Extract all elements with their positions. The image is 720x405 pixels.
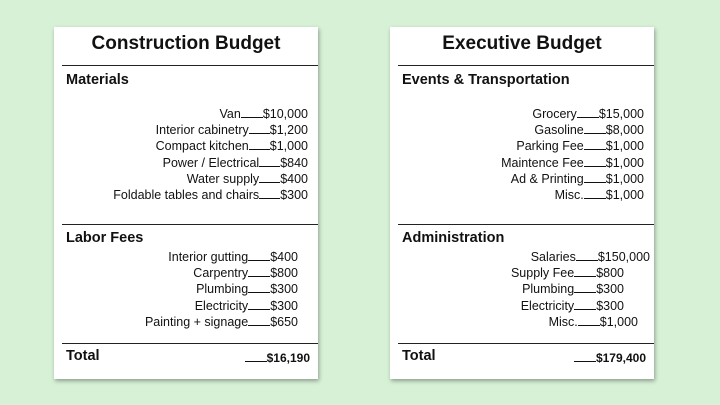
list-item — [145, 314, 298, 330]
item-amount: $840 — [280, 155, 308, 170]
item-label: Electricity — [520, 298, 575, 313]
section-title-events: Events & Transportation — [402, 72, 570, 88]
item-label: Interior cabinetry — [155, 123, 249, 138]
administration-list — [511, 249, 650, 330]
blank-line — [574, 299, 596, 310]
card-title: Construction Budget — [91, 33, 281, 54]
list-item — [113, 122, 308, 138]
item-amount: $8,000 — [605, 123, 644, 138]
blank-line — [259, 188, 280, 199]
section-title-materials: Materials — [66, 72, 129, 88]
item-amount: $400 — [270, 250, 298, 264]
item-amount: $10,000 — [262, 107, 308, 121]
item-label: Foldable tables and chairs — [113, 188, 260, 203]
blank-line — [245, 351, 267, 362]
list-item — [501, 106, 644, 122]
list-item — [511, 265, 650, 281]
blank-line — [577, 107, 599, 118]
item-label: Ad & Printing — [510, 171, 584, 186]
item-amount: $15,000 — [598, 107, 644, 121]
title-divider — [62, 65, 318, 66]
item-amount: $300 — [280, 188, 308, 203]
item-label: Misc. — [554, 188, 584, 203]
item-label: Salaries — [530, 250, 576, 264]
item-amount: $1,200 — [269, 123, 308, 138]
item-amount: $1,000 — [599, 314, 638, 329]
list-item — [113, 187, 308, 203]
item-amount: $1,000 — [269, 139, 308, 154]
item-label: Painting + signage — [144, 314, 249, 329]
item-label: Power / Electrical — [162, 155, 260, 170]
item-label: Water supply — [186, 171, 260, 186]
blank-line — [249, 123, 270, 134]
item-label: Plumbing — [196, 282, 249, 297]
list-item — [501, 171, 644, 187]
list-item — [145, 249, 298, 265]
item-label: Gasoline — [534, 123, 584, 138]
total-value — [574, 351, 646, 365]
blank-line — [259, 172, 280, 183]
list-item — [501, 187, 644, 203]
blank-line — [249, 139, 270, 150]
list-item — [145, 281, 298, 297]
card-title: Executive Budget — [442, 33, 602, 54]
item-amount: $1,000 — [605, 155, 644, 170]
blank-line — [248, 299, 270, 310]
list-item — [501, 138, 644, 154]
list-item — [511, 298, 650, 314]
blank-line — [584, 156, 606, 167]
item-label: Carpentry — [193, 266, 249, 281]
total-value — [245, 351, 310, 365]
blank-line — [584, 123, 606, 134]
blank-line — [578, 315, 600, 326]
item-label: Maintence Fee — [501, 155, 584, 170]
item-label: Grocery — [532, 107, 577, 121]
blank-line — [584, 188, 606, 199]
labor-list — [145, 249, 298, 330]
blank-line — [574, 266, 596, 277]
item-label: Supply Fee — [510, 266, 575, 281]
list-item — [113, 155, 308, 171]
item-amount: $1,000 — [605, 188, 644, 203]
total-divider — [398, 343, 654, 344]
item-amount: $400 — [280, 171, 308, 186]
list-item — [501, 122, 644, 138]
item-label: Plumbing — [522, 282, 575, 297]
total-label: Total — [66, 348, 100, 364]
blank-line — [248, 250, 270, 261]
title-divider — [398, 65, 654, 66]
blank-line — [248, 266, 270, 277]
blank-line — [584, 139, 606, 150]
list-item — [511, 314, 650, 330]
item-amount: $1,000 — [605, 171, 644, 186]
item-amount: $800 — [596, 266, 624, 281]
item-amount: $150,000 — [597, 250, 650, 264]
list-item — [113, 138, 308, 154]
item-amount: $1,000 — [605, 139, 644, 154]
blank-line — [259, 156, 280, 167]
item-amount: $300 — [596, 298, 624, 313]
blank-line — [576, 250, 598, 261]
item-label: Misc. — [548, 314, 578, 329]
total-amount: $179,400 — [595, 351, 646, 365]
blank-line — [584, 172, 606, 183]
blank-line — [574, 282, 596, 293]
item-amount: $300 — [270, 298, 298, 313]
total-label: Total — [402, 348, 436, 364]
item-label: Van — [219, 107, 241, 121]
blank-line — [248, 282, 270, 293]
events-list — [501, 106, 644, 203]
item-amount: $800 — [270, 266, 298, 281]
item-amount: $650 — [270, 314, 298, 329]
list-item — [145, 265, 298, 281]
executive-budget-card — [390, 27, 654, 379]
blank-line — [241, 107, 263, 118]
list-item — [145, 298, 298, 314]
list-item — [501, 155, 644, 171]
section-divider — [62, 224, 318, 225]
section-divider — [398, 224, 654, 225]
section-title-labor: Labor Fees — [66, 230, 144, 246]
total-divider — [62, 343, 318, 344]
construction-budget-card — [54, 27, 318, 379]
item-label: Electricity — [194, 298, 249, 313]
item-label: Compact kitchen — [155, 139, 249, 154]
materials-list — [113, 106, 308, 203]
list-item — [113, 106, 308, 122]
item-amount: $300 — [270, 282, 298, 297]
item-amount: $300 — [596, 282, 624, 297]
total-amount: $16,190 — [266, 351, 310, 365]
list-item — [511, 249, 650, 265]
item-label: Parking Fee — [516, 139, 584, 154]
section-title-administration: Administration — [402, 230, 505, 246]
list-item — [113, 171, 308, 187]
item-label: Interior gutting — [168, 250, 249, 264]
blank-line — [574, 351, 596, 362]
blank-line — [248, 315, 270, 326]
list-item — [511, 281, 650, 297]
